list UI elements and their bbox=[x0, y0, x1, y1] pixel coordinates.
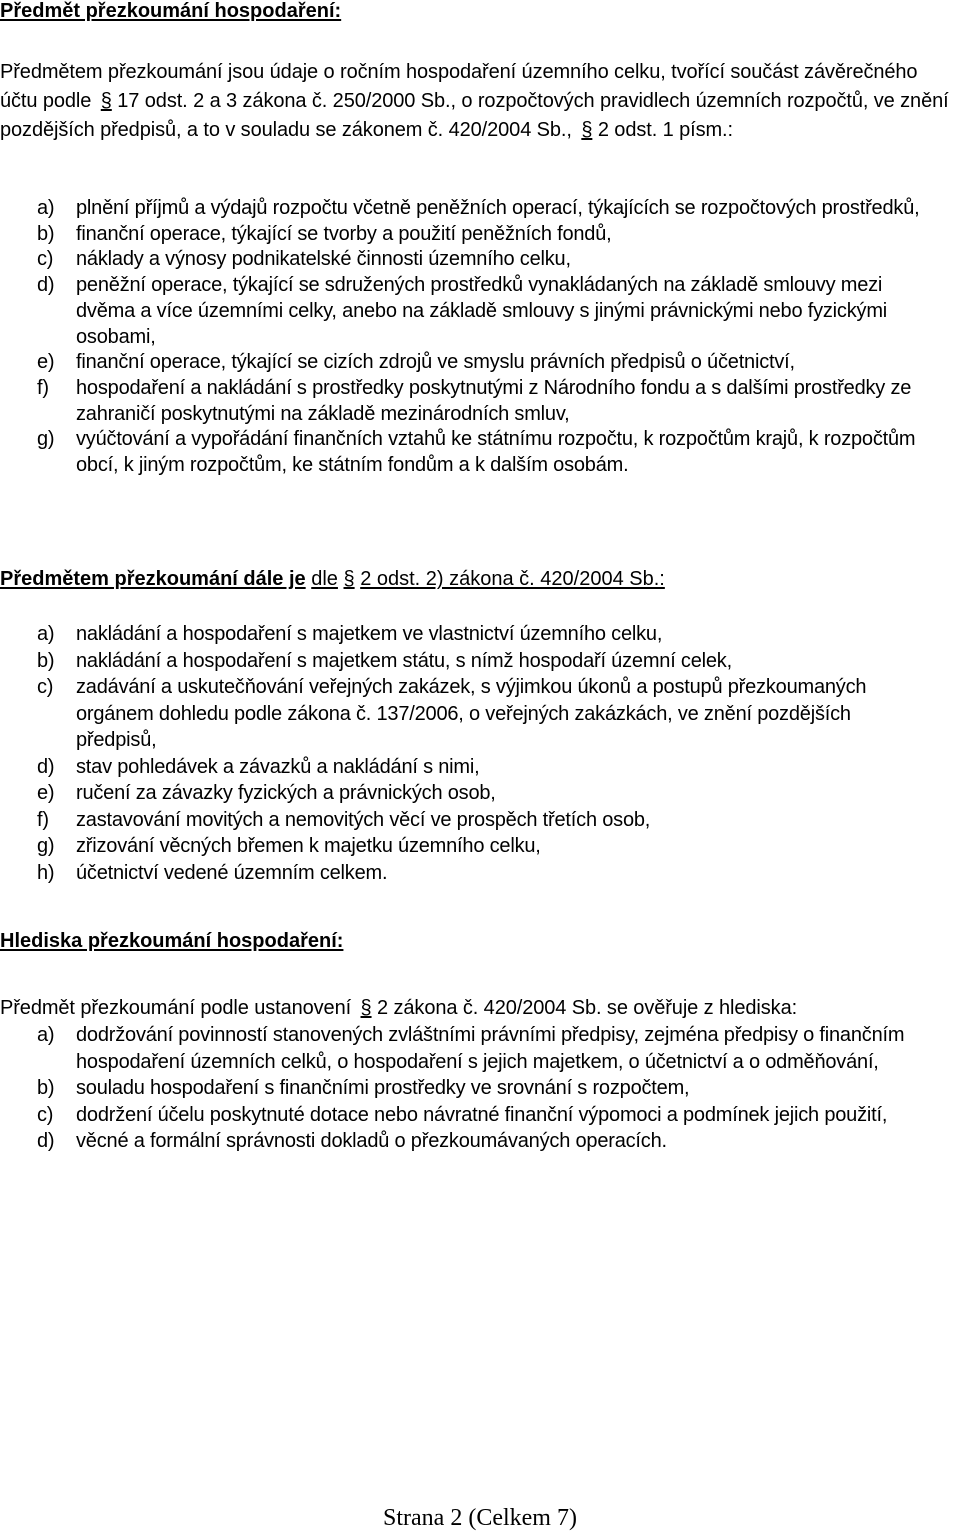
paragraph-sign: § bbox=[581, 119, 593, 141]
list-item-text: věcné a formální správnosti dokladů o přezkoumávaných operacích. bbox=[76, 1130, 667, 1152]
list-item bbox=[0, 780, 955, 807]
list-item-text: náklady a výnosy podnikatelské činnosti územního celku, bbox=[76, 248, 571, 271]
list-item bbox=[0, 1022, 955, 1075]
section-intro-criteria bbox=[0, 994, 955, 1023]
section-heading-additional-subject bbox=[0, 568, 665, 591]
list-item-text: zadávání a uskutečňování veřejných zakázek, s výjimkou úkonů a postupů přezkoumaných orgánem dohledu podle zákona č. 137/2006, o veřejných zakázkách, ve znění pozdějších předpisů, bbox=[76, 676, 867, 751]
list-item-letter: a) bbox=[37, 197, 55, 219]
list-item-letter: c) bbox=[37, 676, 54, 698]
list-item-letter: e) bbox=[37, 351, 55, 374]
list-item-letter: b) bbox=[37, 1077, 55, 1099]
page-number-footer: Strana 2 (Celkem 7) bbox=[383, 1505, 577, 1531]
list-item-text: stav pohledávek a závazků a nakládání s nimi, bbox=[76, 755, 480, 778]
list-item-letter: d) bbox=[37, 755, 55, 778]
list-item-letter: b) bbox=[37, 649, 55, 672]
paragraph-sign: § bbox=[360, 997, 372, 1019]
heading-rest-text: 2 odst. 2) zákona č. 420/2004 Sb.: bbox=[360, 568, 665, 590]
list-item-text: dodržování povinností stanovených zvláštními právními předpisy, zejména předpisy o finančním hospodaření územních celků, o hospodaření s jejich majetkem, o účetnictví a o odměňování, bbox=[76, 1024, 905, 1073]
list-item bbox=[0, 1128, 955, 1155]
intro-text-part2: 17 odst. 2 a 3 zákona č. 250/2000 Sb., o rozpočtových pravidlech územních rozpočtů, ve znění pozdějších předpisů, a to v souladu se zákonem č. 420/2004 Sb., bbox=[0, 90, 949, 141]
heading-bold-text: Předmětem přezkoumání dále je bbox=[0, 568, 306, 590]
additional-subject-list bbox=[0, 621, 955, 886]
list-item-text: zastavování movitých a nemovitých věcí ve prospěch třetích osob, bbox=[76, 808, 651, 831]
list-item bbox=[0, 648, 955, 675]
list-item-text: finanční operace, týkající se cizích zdrojů ve smyslu právních předpisů o účetnictví, bbox=[76, 351, 795, 374]
list-item-text: souladu hospodaření s finančními prostředky ve srovnání s rozpočtem, bbox=[76, 1077, 690, 1099]
section-intro-subject bbox=[0, 58, 955, 145]
list-item bbox=[0, 376, 955, 427]
list-item bbox=[0, 273, 955, 350]
list-item-letter: h) bbox=[37, 861, 55, 884]
section-heading-subject: Předmět přezkoumání hospodaření: bbox=[0, 0, 342, 22]
list-item bbox=[0, 247, 955, 273]
list-item-letter: f) bbox=[37, 808, 49, 831]
list-item-letter: c) bbox=[37, 248, 54, 271]
list-item bbox=[0, 833, 955, 860]
intro-text-part2: 2 zákona č. 420/2004 Sb. se ověřuje z hlediska: bbox=[377, 997, 798, 1019]
list-item bbox=[0, 1075, 955, 1102]
intro-text-part1: Předmětem přezkoumání jsou údaje o ročním hospodaření územního celku, tvořící součást závěrečného účtu podle bbox=[0, 61, 918, 112]
list-item-letter: d) bbox=[37, 274, 55, 297]
list-item-text: účetnictví vedené územním celkem. bbox=[76, 861, 388, 884]
list-item-text: hospodaření a nakládání s prostředky poskytnutými z Národního fondu a s dalšími prostředky ze zahraničí poskytnutými na základě mezinárodních smluv, bbox=[76, 376, 912, 425]
list-item-letter: f) bbox=[37, 376, 49, 399]
list-item bbox=[0, 1102, 955, 1129]
list-item bbox=[0, 350, 955, 376]
list-item-text: nakládání a hospodaření s majetkem ve vlastnictví územního celku, bbox=[76, 623, 663, 645]
list-item-text: plnění příjmů a výdajů rozpočtu včetně peněžních operací, týkajících se rozpočtových prostředků, bbox=[76, 197, 920, 219]
list-item-text: vyúčtování a vypořádání finančních vztahů ke státnímu rozpočtu, k rozpočtům krajů, k rozpočtům obcí, k jiným rozpočtům, ke státním fondům a k dalším osobám. bbox=[76, 428, 916, 477]
list-item-text: ručení za závazky fyzických a právnických osob, bbox=[76, 782, 496, 804]
criteria-list bbox=[0, 1022, 955, 1155]
list-item-letter: b) bbox=[37, 222, 55, 245]
list-item bbox=[0, 427, 955, 478]
list-item bbox=[0, 621, 955, 648]
list-item-letter: a) bbox=[37, 1024, 55, 1046]
list-item-text: finanční operace, týkající se tvorby a použití peněžních fondů, bbox=[76, 222, 612, 245]
list-item-text: zřizování věcných břemen k majetku územního celku, bbox=[76, 835, 541, 857]
paragraph-sign: § bbox=[100, 90, 112, 112]
list-item-letter: g) bbox=[37, 428, 55, 451]
subject-list bbox=[0, 196, 955, 479]
list-item-text: dodržení účelu poskytnuté dotace nebo návratné finanční výpomoci a podmínek jejich použití, bbox=[76, 1103, 888, 1126]
list-item-letter: g) bbox=[37, 835, 55, 857]
list-item bbox=[0, 754, 955, 781]
paragraph-sign: § bbox=[343, 568, 355, 590]
section-heading-criteria: Hlediska přezkoumání hospodaření: bbox=[0, 930, 344, 952]
intro-text-part3: 2 odst. 1 písm.: bbox=[597, 119, 733, 141]
intro-text-part1: Předmět přezkoumání podle ustanovení bbox=[0, 997, 352, 1019]
list-item bbox=[0, 807, 955, 834]
list-item-text: nakládání a hospodaření s majetkem státu, s nímž hospodaří územní celek, bbox=[76, 649, 732, 672]
list-item bbox=[0, 196, 955, 222]
list-item-letter: c) bbox=[37, 1103, 54, 1126]
list-item-letter: e) bbox=[37, 782, 55, 804]
list-item-text: peněžní operace, týkající se sdružených prostředků vynakládaných na základě smlouvy mezi dvěma a více územními celky, anebo na základě smlouvy s jinými právnickými nebo fyzickými osobami, bbox=[76, 274, 888, 348]
list-item bbox=[0, 860, 955, 887]
list-item-letter: a) bbox=[37, 623, 55, 645]
list-item-letter: d) bbox=[37, 1130, 55, 1152]
list-item bbox=[0, 222, 955, 248]
list-item bbox=[0, 674, 955, 754]
heading-mid-text: dle bbox=[311, 568, 338, 590]
